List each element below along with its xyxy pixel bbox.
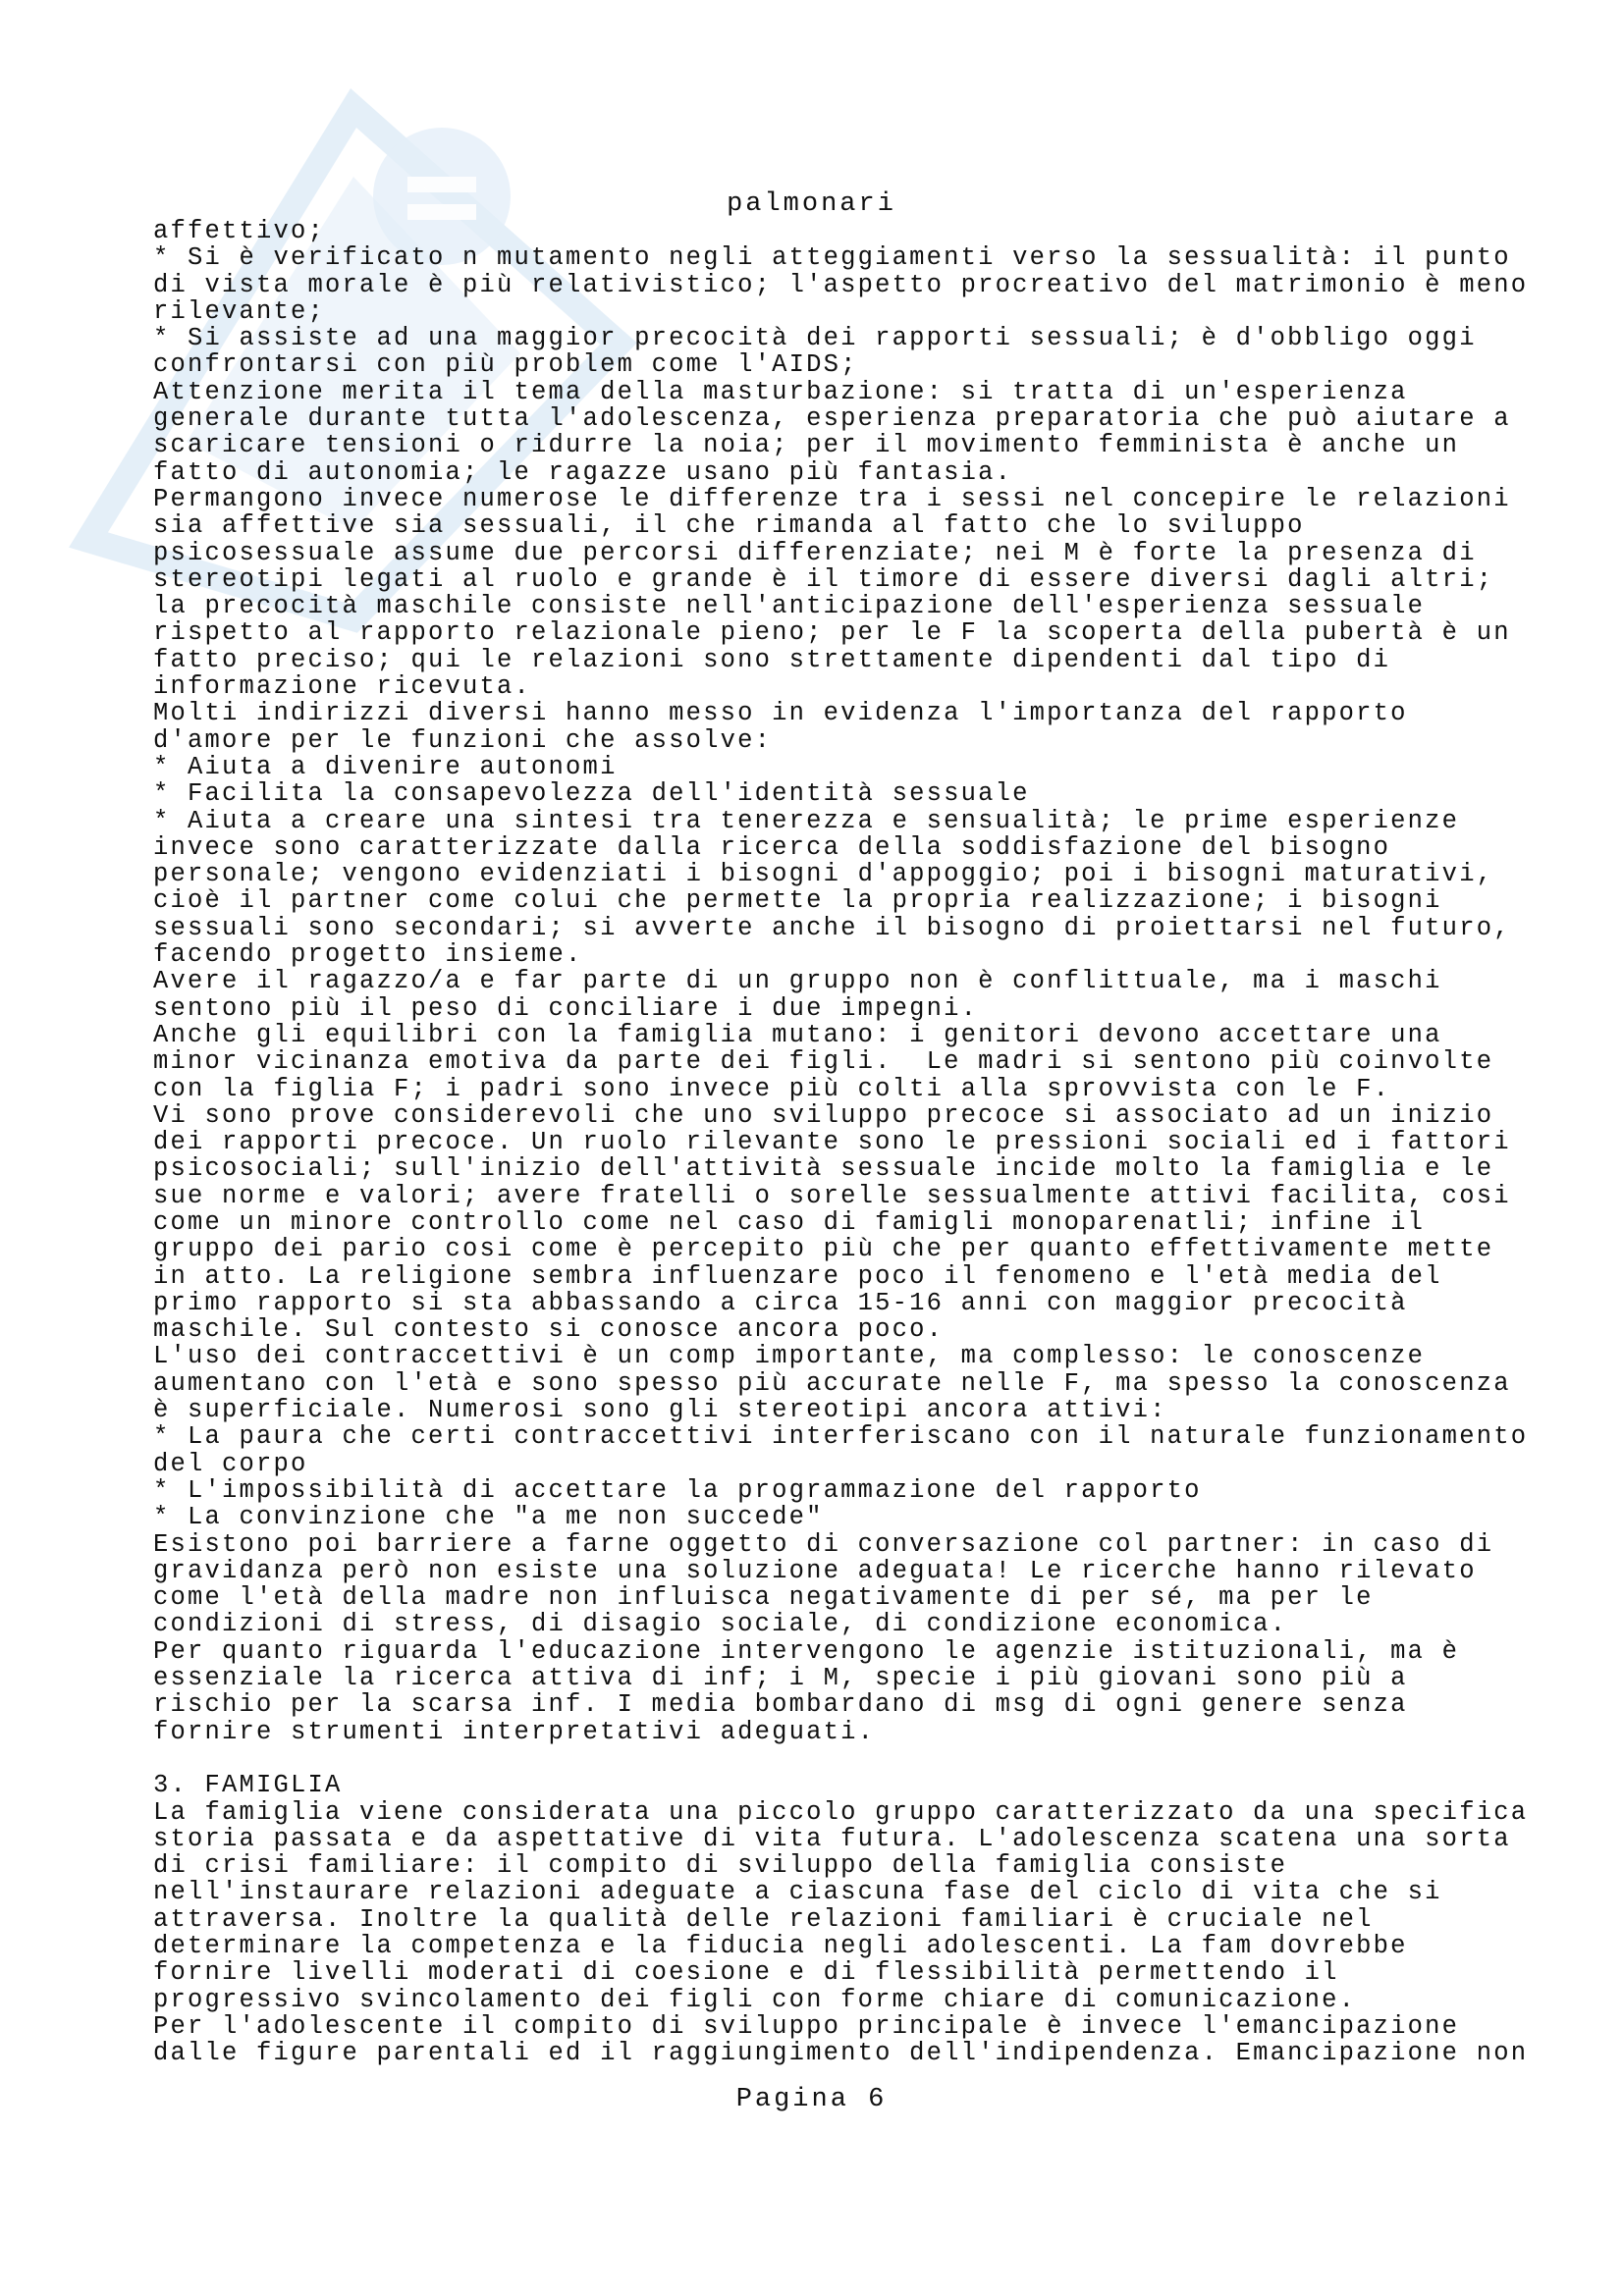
text-line: cioè il partner come colui che permette la propria realizzazione; i bisogni [153,886,1442,916]
text-line: come l'età della madre non influisca negativamente di per sé, ma per le [153,1583,1374,1613]
text-line: * Aiuta a divenire autonomi [153,752,618,781]
text-line: determinare la competenza e la fiducia negli adolescenti. La fam dovrebbe [153,1932,1408,1960]
text-line: sue norme e valori; avere fratelli o sorelle sessualmente attivi facilita, cosi [153,1181,1511,1210]
text-line: Molti indirizzi diversi hanno messo in evidenza l'importanza del rapporto [153,699,1408,728]
text-line: essenziale la ricerca attiva di inf; i M, specie i più giovani sono più a [153,1664,1408,1693]
text-line: rilevante; [153,296,326,326]
text-line: Anche gli equilibri con la famiglia mutano: i genitori devono accettare una [153,1020,1442,1049]
text-line: * Aiuta a creare una sintesi tra tenerezza e sensualità; le prime esperienze [153,806,1460,835]
text-line: * Facilita la consapevolezza dell'identità sessuale [153,779,1030,809]
text-line: personale; vengono evidenziati i bisogni d'appoggio; poi i bisogni maturativi, [153,860,1494,889]
text-line: condizioni di stress, di disagio sociale, di condizione economica. [153,1610,1288,1639]
text-line: rischio per la scarsa inf. I media bombardano di msg di ogni genere senza [153,1690,1408,1720]
text-line: fatto di autonomia; le ragazze usano più fantasia. [153,457,1013,487]
page-header: palmonari [727,189,896,219]
text-line: d'amore per le funzioni che assolve: [153,725,773,755]
text-line: psicosessuale assume due percorsi differenziate; nei M è forte la presenza di [153,538,1477,567]
text-line: del corpo [153,1449,308,1478]
text-line: facendo progetto insieme. [153,940,583,970]
text-line: Per l'adolescente il compito di sviluppo principale è invece l'emancipazione [153,2011,1460,2041]
text-line: con la figlia F; i padri sono invece più colti alla sprovvista con le F. [153,1074,1391,1103]
text-line: Per quanto riguarda l'educazione intervengono le agenzie istituzionali, ma è [153,1636,1460,1666]
section-heading: 3. FAMIGLIA [153,1771,343,1800]
text-line: come un minore controllo come nel caso di famigli monoparenatli; infine il [153,1207,1426,1237]
text-line: di crisi familiare: il compito di sviluppo della famiglia consiste [153,1851,1288,1881]
text-line: gruppo dei pario cosi come è percepito più che per quanto effettivamente mette [153,1235,1494,1264]
text-line: * L'impossibilità di accettare la programmazione del rapporto [153,1475,1202,1505]
text-line: stereotipi legati al ruolo e grande è il timore di essere diversi dagli altri; [153,564,1494,594]
text-line: Vi sono prove considerevoli che uno sviluppo precoce si associato ad un inizio [153,1100,1494,1130]
text-line: è superficiale. Numerosi sono gli stereotipi ancora attivi: [153,1396,1167,1425]
text-line: dalle figure parentali ed il raggiungimento dell'indipendenza. Emancipazione non [153,2039,1529,2068]
text-line: rispetto al rapporto relazionale pieno; per le F la scoperta della pubertà è un [153,618,1511,648]
text-line: * La convinzione che "a me non succede" [153,1503,824,1532]
page-number: Pagina 6 [735,2085,888,2114]
text-line: Permangono invece numerose le differenze tra i sessi nel concepire le relazioni [153,484,1511,513]
text-line: informazione ricevuta. [153,672,532,702]
text-line: la precocità maschile consiste nell'anticipazione dell'esperienza sessuale [153,592,1426,621]
text-line: maschile. Sul contesto si conosce ancora poco. [153,1315,945,1345]
text-line: invece sono caratterizzate dalla ricerca della soddisfazione del bisogno [153,832,1391,862]
text-line: nell'instaurare relazioni adeguate a ciascuna fase del ciclo di vita che si [153,1878,1442,1907]
text-line: progressivo svincolamento dei figli con forme chiare di comunicazione. [153,1985,1357,2014]
text-line: storia passata e da aspettative di vita futura. L'adolescenza scatena una sorta [153,1824,1511,1853]
text-line: confrontarsi con più problem come l'AIDS; [153,350,858,380]
text-line: fornire strumenti interpretativi adeguati. [153,1717,876,1746]
text-line: scaricare tensioni o ridurre la noia; per il movimento femminista è anche un [153,431,1460,460]
text-line: L'uso dei contraccettivi è un comp importante, ma complesso: le conoscenze [153,1342,1426,1371]
text-line: affettivo; [153,217,326,245]
text-line: fornire livelli moderati di coesione e di flessibilità permettendo il [153,1958,1339,1988]
text-line: * Si assiste ad una maggior precocità dei rapporti sessuali; è d'obbligo oggi [153,324,1477,353]
text-line: generale durante tutta l'adolescenza, esperienza preparatoria che può aiutare a [153,404,1511,434]
text-line: La famiglia viene considerata una piccolo gruppo caratterizzato da una specifica [153,1797,1529,1827]
text-line: in atto. La religione sembra influenzare poco il fenomeno e l'età media del [153,1261,1442,1291]
text-line: * La paura che certi contraccettivi interferiscano con il naturale funzionamento [153,1422,1529,1452]
text-line: gravidanza però non esiste una soluzione adeguata! Le ricerche hanno rilevato [153,1556,1477,1585]
text-line: psicosociali; sull'inizio dell'attività sessuale incide molto la famiglia e le [153,1154,1494,1184]
text-line: Avere il ragazzo/a e far parte di un gruppo non è conflittuale, ma i maschi [153,967,1442,996]
text-line: dei rapporti precoce. Un ruolo rilevante sono le pressioni sociali ed i fattori [153,1128,1511,1157]
text-line: minor vicinanza emotiva da parte dei figli. Le madri si sentono più coinvolte [153,1047,1494,1077]
text-line: fatto preciso; qui le relazioni sono strettamente dipendenti dal tipo di [153,645,1391,674]
text-line: Attenzione merita il tema della masturbazione: si tratta di un'esperienza [153,377,1408,406]
text-line: primo rapporto si sta abbassando a circa 15-16 anni con maggior precocità [153,1288,1408,1317]
text-line: attraversa. Inoltre la qualità delle relazioni familiari è cruciale nel [153,1904,1374,1934]
text-line [153,1745,1479,1772]
text-line: Esistono poi barriere a farne oggetto di conversazione col partner: in caso di [153,1529,1494,1559]
text-line: sentono più il peso di conciliare i due impegni. [153,993,979,1023]
text-line: * Si è verificato n mutamento negli atteggiamenti verso la sessualità: il punto [153,243,1511,273]
document-body [153,217,1529,2068]
text-line: sessuali sono secondari; si avverte anche il bisogno di proiettarsi nel futuro, [153,913,1511,942]
text-line: di vista morale è più relativistico; l'aspetto procreativo del matrimonio è meno [153,270,1529,299]
text-line: aumentano con l'età e sono spesso più accurate nelle F, ma spesso la conoscenza [153,1368,1511,1398]
text-line: sia affettive sia sessuali, il che rimanda al fatto che lo sviluppo [153,511,1305,541]
